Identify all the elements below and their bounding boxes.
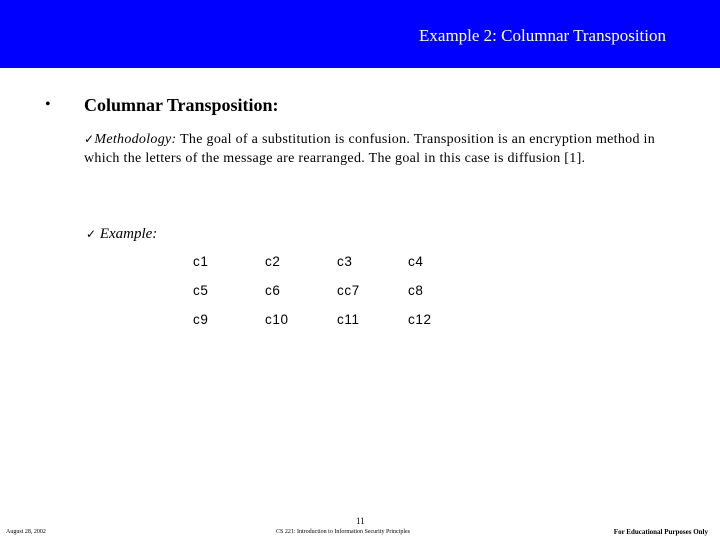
header-bar <box>0 0 720 68</box>
grid-row <box>193 254 473 283</box>
grid-cell: c2 <box>265 254 281 269</box>
grid-cell: c9 <box>193 312 209 327</box>
grid-cell: c11 <box>337 312 360 327</box>
grid-row <box>193 312 473 341</box>
checkmark-icon: ✓ <box>84 132 95 146</box>
grid-cell: c10 <box>265 312 289 327</box>
grid-cell: c8 <box>408 283 424 298</box>
methodology-label: Methodology: <box>94 132 177 147</box>
grid-cell: c1 <box>193 254 209 269</box>
transposition-grid <box>193 254 473 341</box>
methodology-text: The goal of a substitution is confusion. Transposition is an encryption method in which the letters of the message are rearranged. The goal in this case is diffusion [1]. <box>84 132 656 166</box>
example-line <box>86 226 157 243</box>
grid-cell: c4 <box>408 254 424 269</box>
checkmark-icon: ✓ <box>86 227 97 241</box>
footer-notice: For Educational Purposes Only <box>613 528 708 536</box>
footer-date: August 28, 2002 <box>6 529 46 535</box>
grid-row <box>193 283 473 312</box>
slide-title: Example 2: Columnar Transposition <box>419 26 666 45</box>
grid-cell: c12 <box>408 312 432 327</box>
methodology-paragraph <box>84 130 684 168</box>
page-number: 11 <box>356 516 365 526</box>
grid-cell: c5 <box>193 283 209 298</box>
grid-cell: c6 <box>265 283 281 298</box>
grid-cell: cc7 <box>337 283 360 298</box>
section-heading: Columnar Transposition: <box>84 95 279 115</box>
example-label: Example: <box>99 226 158 242</box>
bullet-icon: • <box>45 96 51 113</box>
footer-course: CS 221: Introduction to Information Security Principles <box>276 529 410 535</box>
grid-cell: c3 <box>337 254 353 269</box>
